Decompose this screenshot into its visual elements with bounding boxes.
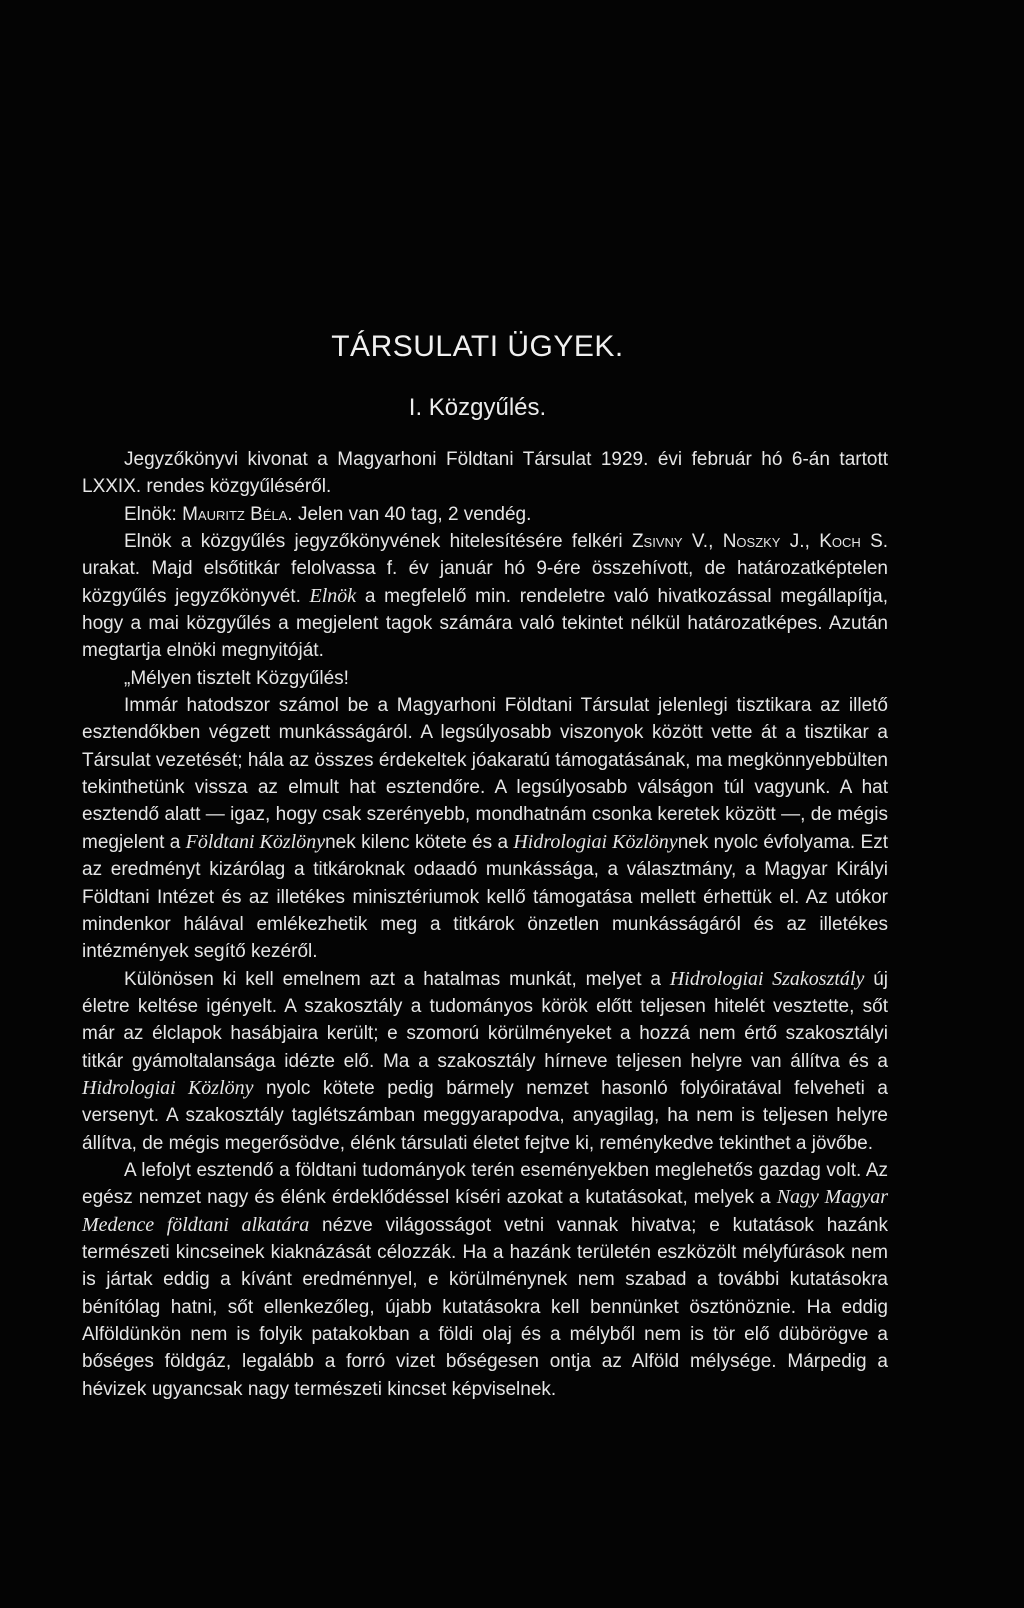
- text-run: J.,: [780, 531, 820, 553]
- paragraph-president: [82, 501, 888, 528]
- text-run: Elnök a közgyűlés jegyzőkönyvének hitelesítésére felkéri: [124, 531, 632, 553]
- person-name: Noszky: [722, 531, 781, 553]
- text-run: új életre keltése igényelt. A szakosztály a tudományos körök előtt teljesen hitelét vesztette, sőt már az élclapok hasábjaira került; e szomorú körülményeket a hozzá nem értő szakosztályi titkár gyámoltalansága idézte elő. Ma a szakosztály hírneve teljesen helyre van állítva és a: [82, 968, 889, 1072]
- page-title: TÁRSULATI ÜGYEK.: [331, 330, 624, 363]
- text-run: a megfelelő min. rendeletre való hivatkozással megállapítja, hogy a mai közgyűlés a megjelent tagok számára való tekintet nélkül határozatképes. Azután megtartja elnöki megnyitóját.: [82, 585, 888, 662]
- text-run: Elnök:: [124, 503, 183, 525]
- italic-term: Elnök: [309, 584, 357, 607]
- section-heading: I. Közgyűlés.: [408, 394, 547, 421]
- text-run: . Jelen van 40 tag, 2 vendég.: [287, 503, 532, 525]
- person-name: Koch: [819, 531, 861, 553]
- paragraph-minutes-intro: [82, 446, 888, 501]
- paragraph-report: [82, 692, 888, 965]
- italic-term: Nagy Magyar Medence földtani alkatára: [82, 1186, 888, 1236]
- journal-title: Hidrologiai Közlöny: [82, 1076, 254, 1099]
- text-run: nézve világosságot vetni vannak hivatva; e kutatások hazánk természeti kincseinek kiaknázását célozzák. Ha a hazánk területén eszközölt mélyfúrások nem is jártak eddig a kívánt eredménnyel, e körülménynek nem szabad a további kutatásokra bénítólag hatni, sőt ellenkezőleg, újabb kutatásokra kell bennünket ösztönöznie. Ha eddig Alföldünkön nem is folyik patakokban a földi olaj és a mélyből nem is tör elő dübörögve a bőséges földgáz, legalább a forró vizet bőségesen ontja az Alföld mélysége. Márpedig a hévizek ugyancsak nagy természeti kincset képviselnek.: [82, 1214, 888, 1400]
- paragraph-hydrology: [82, 966, 888, 1157]
- paragraph-research: [82, 1157, 888, 1403]
- text-run: Különösen ki kell emelnem azt a hatalmas munkát, melyet a: [124, 968, 670, 990]
- text-run: nek nyolc évfolyama. Ezt az eredményt kizárólag a titkároknak odaadó munkássága, a választmány, a Magyar Királyi Földtani Intézet és az illetékes minisztériumok kellő támogatása mellett érhettük el. Az utókor mindenkor hálával emlékezhetik meg a titkárok önzetlen munkásságáról és az illetékes intézmények segítő kezéről.: [82, 831, 888, 963]
- text-run: V.,: [682, 531, 723, 553]
- salutation: „Mélyen tisztelt Közgyűlés!: [124, 667, 349, 689]
- text-run: S. urakat. Majd elsőtitkár felolvassa f. év január hó 9-ére összehívott, de határozatképtelen közgyűlés jegyzőkönyvét.: [82, 531, 889, 607]
- text-run: nyolc kötete pedig bármely nemzet hasonló folyóiratával felveheti a versenyt. A szakosztály taglétszámban meggyarapodva, anyagilag, ha nem is teljesen helyre állítva, de mégis megerősödve, élénk társulati életet fejtve ki, reménykedve tekinthet a jövőbe.: [82, 1077, 888, 1154]
- person-name: Zsivny: [631, 531, 683, 553]
- text-run: Immár hatodszor számol be a Magyarhoni Földtani Társulat jelenlegi tisztikara az illető esztendőkben végzett munkásságáról. A legsúlyosabb viszonyok között vette át a tisztikar a Társulat vezetését; hála az összes érdekeltek jóakaratú támogatásának, ma megkönnyebbülten tekinthetünk vissza az elmult hat esztendőre. A legsúlyosabb válságon túl vagyunk. A hat esztendő alatt — igaz, hogy csak szerényebb, mondhatnám csonka keretek között —, de mégis megjelent a: [82, 695, 888, 853]
- text-run: A lefolyt esztendő a földtani tudományok terén eseményekben meglehetős gazdag volt. Az egész nemzet nagy és élénk érdeklődéssel kíséri azokat a kutatásokat, melyek a: [82, 1159, 888, 1209]
- section-name: Hidrologiai Szakosztály: [669, 967, 865, 990]
- paragraph-proceedings: [82, 528, 888, 665]
- person-name: Mauritz Béla: [182, 503, 288, 525]
- body-text: [82, 446, 888, 1403]
- text-run: nek kilenc kötete és a: [325, 831, 514, 853]
- journal-title: Hidrologiai Közlöny: [513, 830, 678, 853]
- text-run: Jegyzőkönyvi kivonat a Magyarhoni Földtani Társulat 1929. évi február hó 6-án tartott LXXIX. rendes közgyűléséről.: [82, 449, 888, 498]
- journal-title: Földtani Közlöny: [185, 830, 326, 853]
